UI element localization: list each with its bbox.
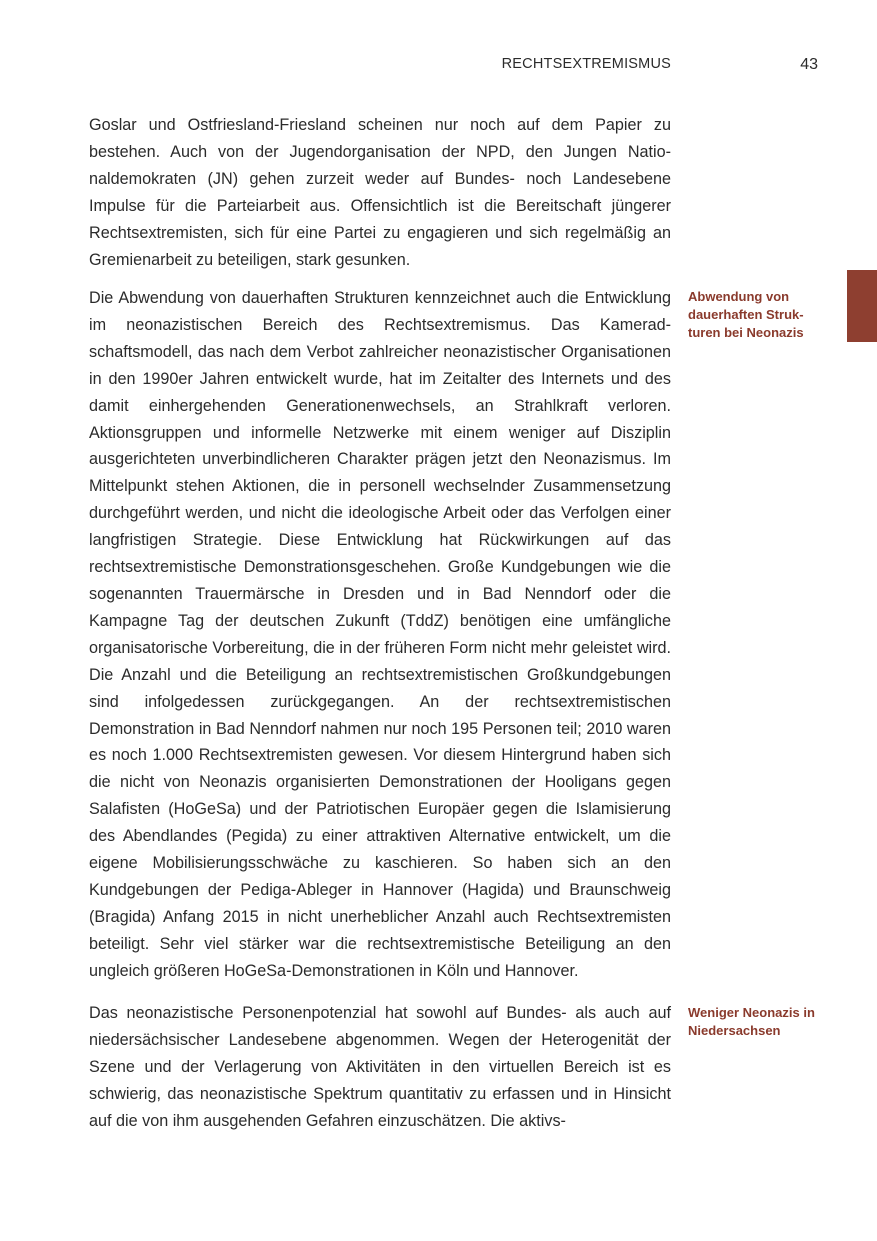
chapter-tab-marker <box>847 270 877 342</box>
paragraph: Die Abwendung von dauerhaften Strukturen kennzeichnet auch die Entwicklung im neonazistischen Bereich des Rechtsextremismus. Das Kameradschaftsmodell, das nach dem Verbot zahlreicher neonazistischer Organisationen in den 1990er Jahren entwickelt wurde, hat im Zeitalter des Internets und des damit einhergehenden Generationenwechsels, an Strahlkraft verloren. Aktionsgruppen und informelle Netzwerke mit einem weniger auf Disziplin ausgerichteten unverbindlicheren Charakter prägen jetzt den Neonazismus. Im Mittelpunkt stehen Aktionen, die in personell wechselnder Zusammensetzung durchgeführt werden, und nicht die ideologische Arbeit oder das Verfolgen einer langfristigen Strategie. Diese Entwicklung hat Rückwirkungen auf das rechtsextremistische Demonstrationsgeschehen. Große Kundgebungen wie die sogenannten Trauermärsche in Dresden und in Bad Nenndorf oder die Kampagne Tag der deutschen Zukunft (TddZ) benötigen eine umfängliche organisatorische Vorbereitung, die in der früheren Form nicht mehr geleistet wird. Die Anzahl und die Beteiligung an rechtsextremistischen Großkundgebungen sind infolgedessen zurückgegangen. An der rechtsextremistischen Demonstration in Bad Nenndorf nahmen nur noch 195 Personen teil; 2010 waren es noch 1.000 Rechtsextremisten gewesen. Vor diesem Hintergrund haben sich die nicht von Neonazis organisierten Demonstrationen der Hooligans gegen Salafisten (HoGeSa) und der Patriotischen Europäer gegen die Islamisierung des Abendlandes (Pegida) zu einer attraktiven Alternative entwickelt, um die eigene Mobilisierungsschwäche zu kaschieren. So haben sich an den Kundgebungen der Pediga-Ableger in Hannover (Hagida) und Braunschweig (Bragida) Anfang 2015 in nicht unerheblicher Anzahl auch Rechtsextremisten beteiligt. Sehr viel stärker war die rechtsextremistische Beteiligung an den ungleich größeren HoGeSa-Demonstrationen in Köln und Hannover. <box>89 289 671 980</box>
paragraph: Das neonazistische Personenpotenzial hat sowohl auf Bundes- als auch auf niedersächsischer Landesebene abgenommen. Wegen der Heterogenität der Szene und der Verlagerung von Aktivitäten in den virtuellen Bereich ist es schwierig, das neonazistische Spektrum quantitativ zu erfassen und in Hinsicht auf die von ihm ausgehenden Gefahren einzuschätzen. Die aktivs- <box>89 1004 671 1130</box>
body-text-block-2 <box>89 285 671 985</box>
page-number: 43 <box>800 56 818 73</box>
paragraph: Goslar und Ostfriesland-Friesland scheinen nur noch auf dem Papier zu bestehen. Auch von der Jugendorganisation der NPD, den Jungen Nationaldemokraten (JN) gehen zurzeit weder auf Bundes- noch Landesebene Impulse für die Parteiarbeit aus. Offensichtlich ist die Bereitschaft jüngerer Rechtsextremisten, sich für eine Partei zu engagieren und sich regelmäßig an Gremienarbeit zu beteiligen, stark gesunken. <box>89 116 671 269</box>
running-header: RECHTSEXTREMISMUS <box>501 56 671 72</box>
margin-note: Abwendung von dauerhaften Strukturen bei Neonazis <box>688 289 804 340</box>
body-text-block-3 <box>89 1000 671 1135</box>
body-text-block-1 <box>89 112 671 273</box>
margin-note: Weniger Neonazis in Niedersachsen <box>688 1005 815 1038</box>
